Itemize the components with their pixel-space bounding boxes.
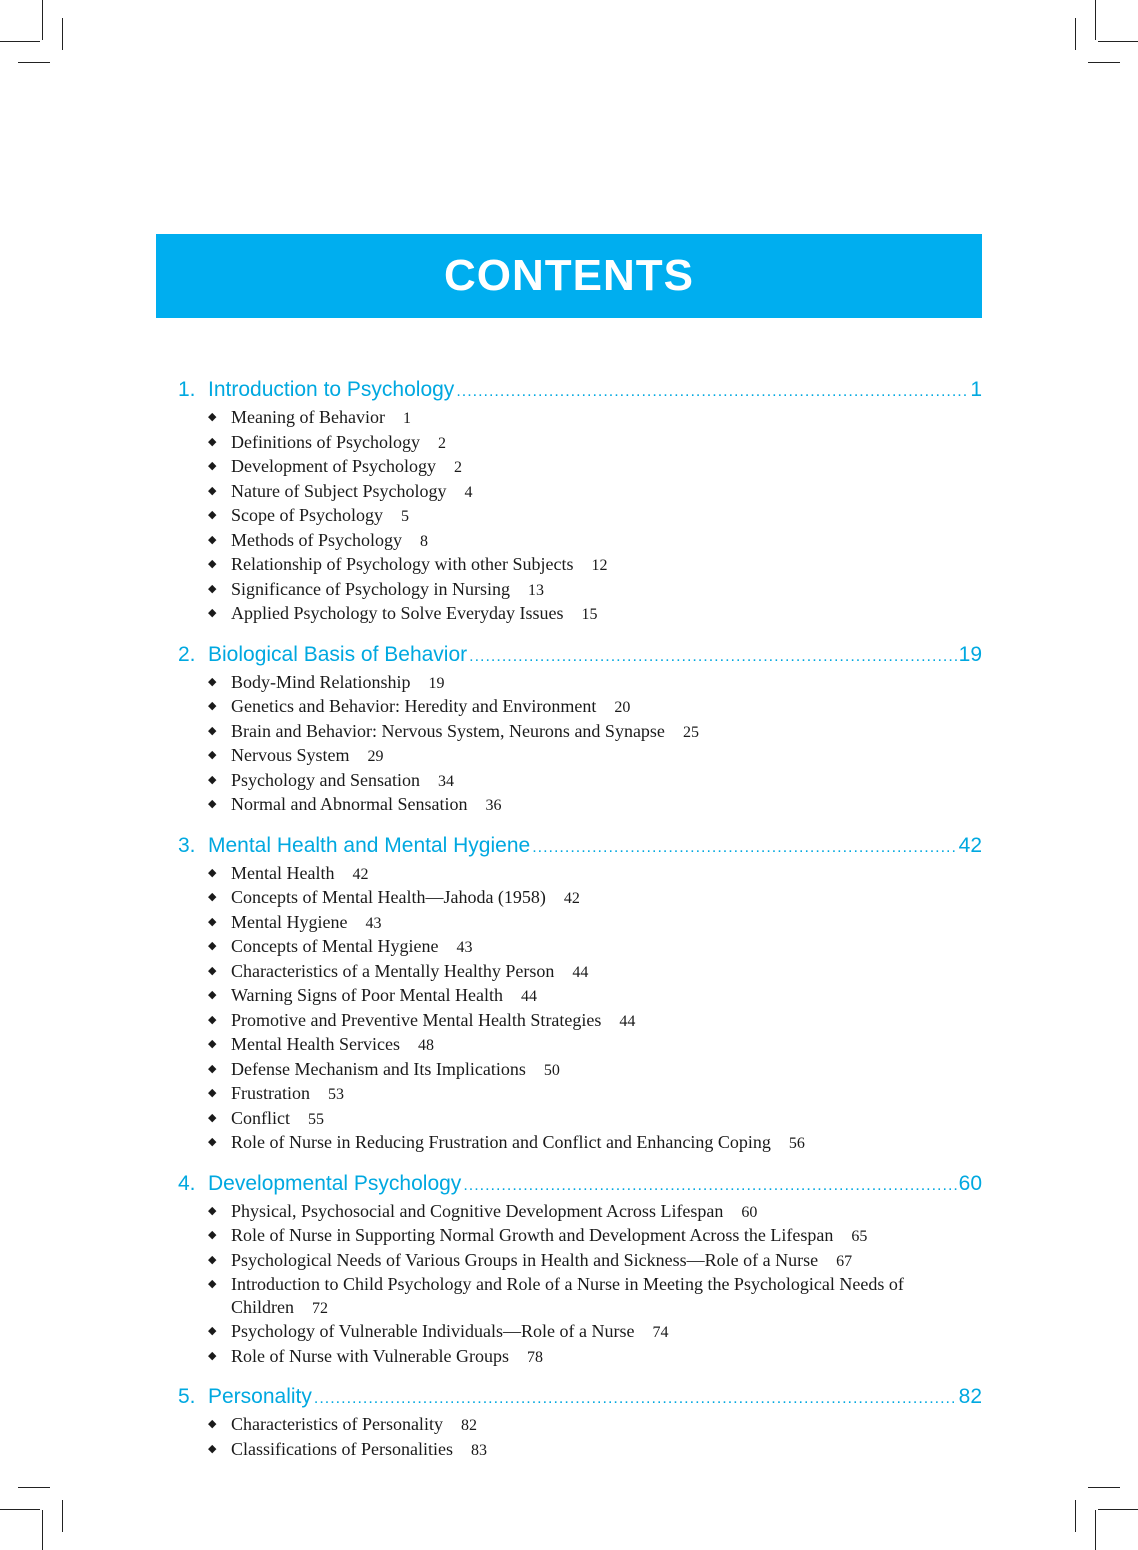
chapter-number: 4. (178, 1171, 196, 1195)
topic-page-number: 56 (788, 1135, 805, 1152)
topic-item[interactable] (208, 1058, 982, 1083)
diamond-bullet-icon: ◆ (208, 1418, 217, 1430)
topic-page-number: 36 (485, 797, 502, 814)
topic-page-number: 25 (682, 723, 699, 741)
diamond-bullet-icon: ◆ (208, 1349, 217, 1362)
topic-item[interactable] (208, 911, 982, 936)
chapter-page-number: 60 (958, 1171, 982, 1195)
topic-item[interactable] (208, 886, 982, 911)
topic-item[interactable] (208, 744, 982, 769)
topic-item[interactable] (208, 406, 982, 431)
chapter-title: Personality (208, 1385, 312, 1408)
chapter-number: 1. (178, 378, 196, 401)
topic-page-number: 2 (453, 459, 462, 476)
chapter-page-number: 42 (958, 833, 982, 857)
topic-title: Role of Nurse in Supporting Normal Growth and Development Across the Lifespan (231, 1225, 834, 1245)
diamond-bullet-icon: ◆ (208, 1087, 217, 1099)
chapter-heading[interactable] (178, 641, 982, 671)
toc-chapter (178, 641, 982, 818)
topic-title: Promotive and Preventive Mental Health Strategies (231, 1009, 602, 1030)
diamond-bullet-icon: ◆ (208, 435, 217, 448)
topic-title: Role of Nurse in Reducing Frustration and Conflict and Enhancing Coping (231, 1132, 771, 1152)
topic-list (178, 862, 982, 1156)
topic-item[interactable] (208, 935, 982, 960)
topic-item[interactable] (208, 1131, 982, 1156)
topic-title: Methods of Psychology (231, 529, 402, 550)
diamond-bullet-icon: ◆ (208, 749, 217, 761)
topic-title: Characteristics of a Mentally Healthy Person (231, 960, 555, 981)
dot-leader (456, 378, 968, 406)
crop-mark (1075, 18, 1076, 50)
diamond-bullet-icon: ◆ (208, 484, 217, 497)
topic-item[interactable] (208, 480, 982, 505)
diamond-bullet-icon: ◆ (208, 866, 217, 879)
topic-page-number: 44 (619, 1012, 636, 1030)
topic-item[interactable] (208, 553, 982, 578)
diamond-bullet-icon: ◆ (208, 891, 217, 903)
chapter-page-number: 19 (958, 642, 982, 666)
diamond-bullet-icon: ◆ (208, 798, 217, 810)
chapter-title: Developmental Psychology (208, 1171, 462, 1195)
topic-item[interactable] (208, 1200, 982, 1225)
chapter-page-number: 1 (970, 378, 982, 401)
topic-page-number: 65 (851, 1228, 868, 1245)
topic-page-number: 44 (572, 963, 589, 981)
crop-mark (0, 1509, 40, 1510)
topic-title: Mental Health Services (231, 1034, 400, 1054)
topic-title: Genetics and Behavior: Heredity and Environment (231, 696, 597, 716)
diamond-bullet-icon: ◆ (208, 700, 217, 712)
diamond-bullet-icon: ◆ (208, 582, 217, 595)
diamond-bullet-icon: ◆ (208, 1038, 217, 1050)
topic-title: Psychology of Vulnerable Individuals—Role of a Nurse (231, 1321, 635, 1341)
topic-title: Conflict (231, 1107, 290, 1128)
dot-leader (314, 1385, 957, 1413)
dot-leader (532, 834, 956, 862)
topic-page-number: 19 (428, 674, 445, 692)
crop-mark (42, 0, 43, 40)
topic-title: Concepts of Mental Health—Jahoda (1958) (231, 887, 546, 907)
diamond-bullet-icon: ◆ (208, 915, 217, 928)
toc-chapter (178, 376, 982, 627)
topic-title: Development of Psychology (231, 456, 436, 476)
topic-page-number: 42 (563, 890, 580, 907)
crop-mark (1098, 41, 1138, 42)
chapter-title: Biological Basis of Behavior (208, 642, 468, 666)
topic-page-number: 78 (527, 1348, 544, 1366)
topic-title: Classifications of Personalities (231, 1438, 453, 1459)
toc-chapter (178, 1383, 982, 1462)
diamond-bullet-icon: ◆ (208, 411, 217, 423)
topic-list (178, 406, 982, 627)
topic-item[interactable] (208, 671, 982, 696)
topic-page-number: 4 (464, 483, 473, 501)
topic-page-number: 8 (420, 532, 428, 550)
crop-mark (1095, 1510, 1096, 1550)
topic-page-number: 5 (401, 508, 409, 525)
topic-item[interactable] (208, 1249, 982, 1274)
diamond-bullet-icon: ◆ (208, 558, 217, 570)
topic-title: Nervous System (231, 745, 350, 765)
topic-item[interactable] (208, 1107, 982, 1132)
topic-page-number: 48 (417, 1037, 434, 1054)
diamond-bullet-icon: ◆ (208, 1442, 217, 1455)
diamond-bullet-icon: ◆ (208, 940, 217, 952)
topic-item[interactable] (208, 578, 982, 603)
topic-list (178, 671, 982, 818)
topic-page-number: 12 (591, 557, 608, 574)
topic-title: Definitions of Psychology (231, 431, 420, 452)
diamond-bullet-icon: ◆ (208, 964, 217, 977)
chapter-heading[interactable] (178, 1170, 982, 1200)
crop-mark (62, 1500, 63, 1532)
topic-title: Applied Psychology to Solve Everyday Issues (231, 603, 564, 623)
dot-leader (463, 1172, 956, 1200)
diamond-bullet-icon: ◆ (208, 1136, 217, 1148)
table-of-contents (178, 376, 982, 1476)
topic-page-number: 83 (470, 1441, 487, 1459)
crop-mark (62, 18, 63, 50)
diamond-bullet-icon: ◆ (208, 1278, 217, 1290)
topic-title: Scope of Psychology (231, 505, 383, 525)
page-title: CONTENTS (444, 251, 694, 300)
topic-title: Body-Mind Relationship (231, 671, 411, 692)
topic-page-number: 20 (614, 699, 631, 716)
topic-item[interactable] (208, 769, 982, 794)
topic-title: Role of Nurse with Vulnerable Groups (231, 1345, 510, 1366)
chapter-heading[interactable] (178, 1383, 982, 1413)
diamond-bullet-icon: ◆ (208, 773, 217, 786)
crop-mark (1075, 1500, 1076, 1532)
diamond-bullet-icon: ◆ (208, 675, 217, 688)
chapter-title: Mental Health and Mental Hygiene (208, 833, 531, 857)
crop-mark (18, 62, 50, 63)
contents-banner (156, 234, 982, 318)
topic-item[interactable] (208, 431, 982, 456)
diamond-bullet-icon: ◆ (208, 460, 217, 472)
topic-page-number: 43 (365, 914, 382, 932)
topic-list (178, 1200, 982, 1370)
crop-mark (1088, 62, 1120, 63)
chapter-title: Introduction to Psychology (208, 378, 455, 401)
crop-mark (1098, 1509, 1138, 1510)
topic-item[interactable] (208, 455, 982, 480)
crop-mark (42, 1510, 43, 1550)
topic-page-number: 15 (581, 606, 598, 623)
topic-page-number: 82 (460, 1417, 477, 1434)
topic-item[interactable] (208, 793, 982, 818)
topic-item[interactable] (208, 1033, 982, 1058)
topic-title: Defense Mechanism and Its Implications (231, 1058, 526, 1079)
topic-item[interactable] (208, 720, 982, 745)
diamond-bullet-icon: ◆ (208, 724, 217, 737)
topic-title: Warning Signs of Poor Mental Health (231, 985, 504, 1005)
topic-page-number: 72 (312, 1299, 328, 1317)
topic-item[interactable] (208, 1345, 982, 1370)
diamond-bullet-icon: ◆ (208, 1253, 217, 1266)
topic-page-number: 55 (308, 1110, 324, 1128)
topic-page-number: 13 (527, 581, 544, 599)
topic-item[interactable] (208, 602, 982, 627)
topic-title: Nature of Subject Psychology (231, 480, 447, 501)
topic-title: Normal and Abnormal Sensation (231, 794, 468, 814)
topic-title: Mental Health (231, 862, 335, 883)
crop-mark (0, 41, 40, 42)
crop-mark (1088, 1487, 1120, 1488)
crop-mark (1095, 0, 1096, 40)
topic-item[interactable] (208, 1320, 982, 1345)
topic-page-number: 67 (836, 1252, 853, 1270)
topic-item[interactable] (208, 695, 982, 720)
topic-title: Characteristics of Personality (231, 1414, 443, 1434)
diamond-bullet-icon: ◆ (208, 989, 217, 1001)
topic-item[interactable] (208, 1273, 982, 1320)
topic-page-number: 44 (521, 988, 538, 1005)
topic-title: Physical, Psychosocial and Cognitive Development Across Lifespan (231, 1200, 724, 1221)
crop-mark (18, 1487, 50, 1488)
topic-title: Relationship of Psychology with other Subjects (231, 554, 574, 574)
topic-page-number: 34 (438, 772, 454, 790)
diamond-bullet-icon: ◆ (208, 1062, 217, 1075)
diamond-bullet-icon: ◆ (208, 1111, 217, 1124)
topic-item[interactable] (208, 862, 982, 887)
topic-title: Frustration (231, 1083, 310, 1103)
toc-chapter (178, 1170, 982, 1370)
topic-title: Brain and Behavior: Nervous System, Neurons and Synapse (231, 720, 665, 741)
topic-title: Significance of Psychology in Nursing (231, 578, 510, 599)
topic-list (178, 1413, 982, 1462)
topic-item[interactable] (208, 1413, 982, 1438)
diamond-bullet-icon: ◆ (208, 533, 217, 546)
topic-page-number: 74 (652, 1324, 669, 1341)
chapter-number: 3. (178, 833, 196, 857)
diamond-bullet-icon: ◆ (208, 1204, 217, 1217)
chapter-number: 5. (178, 1385, 196, 1408)
topic-page-number: 2 (438, 434, 446, 452)
topic-item[interactable] (208, 1082, 982, 1107)
topic-page-number: 1 (402, 410, 411, 427)
chapter-number: 2. (178, 642, 196, 666)
topic-item[interactable] (208, 1224, 982, 1249)
diamond-bullet-icon: ◆ (208, 1229, 217, 1241)
topic-item[interactable] (208, 1009, 982, 1034)
topic-item[interactable] (208, 529, 982, 554)
diamond-bullet-icon: ◆ (208, 1325, 217, 1337)
topic-item[interactable] (208, 1438, 982, 1463)
topic-item[interactable] (208, 984, 982, 1009)
topic-page-number: 53 (328, 1086, 344, 1103)
diamond-bullet-icon: ◆ (208, 509, 217, 521)
diamond-bullet-icon: ◆ (208, 1013, 217, 1026)
chapter-heading[interactable] (178, 376, 982, 406)
topic-page-number: 50 (543, 1061, 560, 1079)
topic-title: Introduction to Child Psychology and Role of a Nurse in Meeting the Psychological Needs of Children (231, 1274, 904, 1317)
topic-page-number: 42 (352, 865, 369, 883)
chapter-heading[interactable] (178, 832, 982, 862)
topic-title: Meaning of Behavior (231, 407, 385, 427)
topic-page-number: 60 (741, 1203, 758, 1221)
toc-chapter (178, 832, 982, 1156)
topic-item[interactable] (208, 504, 982, 529)
dot-leader (469, 643, 957, 671)
topic-title: Concepts of Mental Hygiene (231, 936, 439, 956)
topic-title: Psychological Needs of Various Groups in Health and Sickness—Role of a Nurse (231, 1249, 819, 1270)
diamond-bullet-icon: ◆ (208, 607, 217, 619)
topic-title: Mental Hygiene (231, 911, 348, 932)
topic-item[interactable] (208, 960, 982, 985)
topic-page-number: 29 (367, 748, 384, 765)
topic-title: Psychology and Sensation (231, 769, 420, 790)
chapter-page-number: 82 (958, 1385, 982, 1408)
topic-page-number: 43 (456, 939, 473, 956)
